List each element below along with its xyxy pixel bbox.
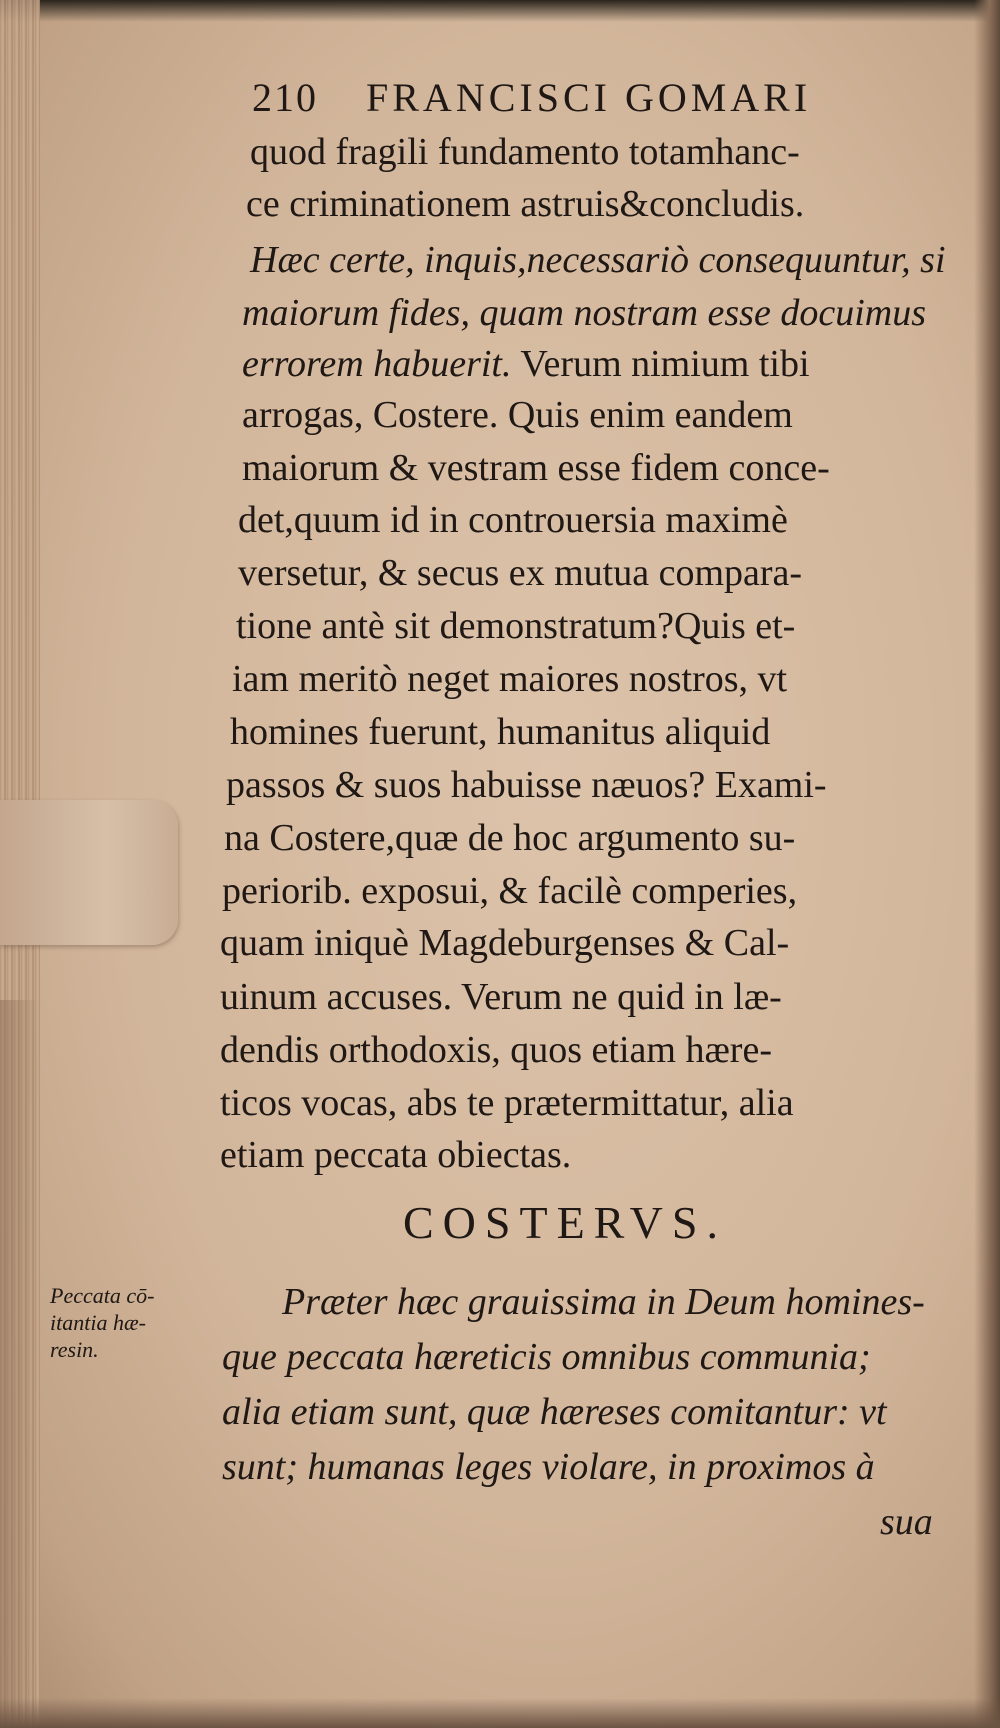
text-line: alia etiam sunt, quæ hæreses comitantur: vt [222,1391,887,1433]
catchword: sua [880,1501,933,1543]
text-line: Præter hæc grauissima in Deum homines- [282,1281,925,1323]
section-heading: COSTERVS. [403,1197,727,1248]
text-line: det,quum id in controuersia maximè [238,499,788,541]
running-title: FRANCISCI GOMARI [366,75,812,120]
text-line: ticos vocas, abs te prætermittatur, alia [220,1082,794,1124]
text-line: periorib. exposui, & facilè comperies, [222,870,798,912]
text-line: etiam peccata obiectas. [220,1134,572,1176]
text-line: tione antè sit demonstratum?Quis et- [236,605,796,647]
text-line: errorem habuerit. Verum nimium tibi [242,343,810,385]
text-line: arrogas, Costere. Quis enim eandem [242,394,793,436]
text-line: uinum accuses. Verum ne quid in læ- [220,976,782,1018]
text-line: homines fuerunt, humanitus aliquid [230,711,771,753]
page-number: 210 [252,75,318,120]
text-line: na Costere,quæ de hoc argumento su- [224,817,796,859]
text-line: passos & suos habuisse næuos? Exami- [226,764,827,806]
text-line: que peccata hæreticis omnibus communia; [222,1336,871,1378]
text-line: iam meritò neget maiores nostros, vt [232,658,788,700]
text-line: versetur, & secus ex mutua compara- [238,552,803,594]
text-line: quam iniquè Magdeburgenses & Cal- [220,922,790,964]
text-line: maiorum fides, quam nostram esse docuimus [242,292,926,334]
marginal-note-line: itantia hæ- [50,1310,146,1335]
text-line: ce criminationem astruis&concludis. [246,183,805,225]
marginal-note-line: resin. [50,1337,99,1362]
text-line: dendis orthodoxis, quos etiam hære- [220,1029,772,1071]
marginal-note-line: Peccata cō- [50,1283,155,1308]
italic-run: errorem habuerit. [242,343,512,385]
text-line: Hæc certe, inquis,necessariò consequuntur, si [250,239,946,281]
text-line: sunt; humanas leges violare, in proximos à [222,1446,875,1488]
text-line: maiorum & vestram esse fidem conce- [242,447,830,489]
text-line: quod fragili fundamento totamhanc- [250,131,800,173]
